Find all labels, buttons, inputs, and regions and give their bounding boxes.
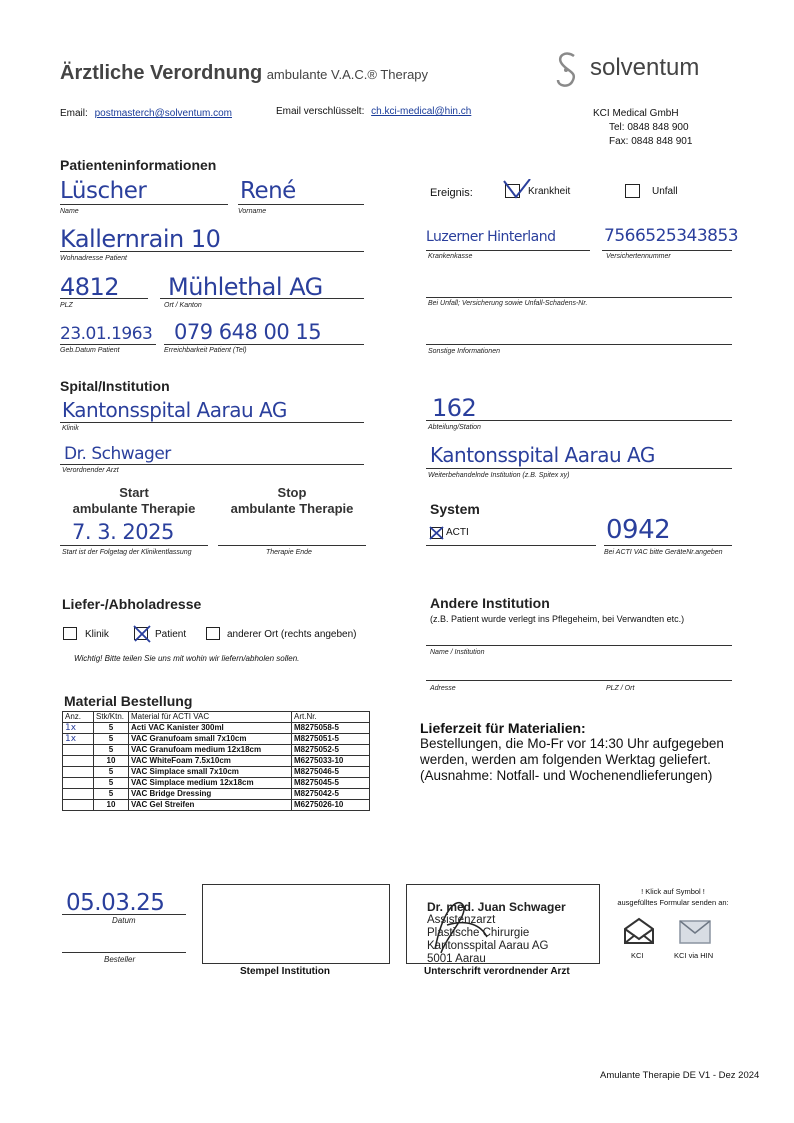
ereignis-label: Ereignis: — [430, 187, 473, 199]
row-material: VAC Simplace medium 12x18cm — [129, 778, 292, 789]
lieferung-anderer-ort-checkbox[interactable] — [206, 627, 220, 640]
table-row — [63, 745, 370, 756]
row-stk-ktn: 5 — [94, 745, 129, 756]
patient-name-label: Name — [60, 208, 79, 215]
stamp-line-3: Plastische Chirurgie — [427, 927, 530, 939]
patient-plz-value: 4812 — [60, 273, 120, 301]
send-kci-button[interactable] — [622, 917, 656, 943]
lieferzeit-line-3: (Ausnahme: Notfall- und Wochenendlieferungen) — [420, 768, 713, 783]
lieferzeit-title: Lieferzeit für Materialien: — [420, 720, 586, 736]
abteilung-value: 162 — [432, 394, 477, 422]
lieferung-patient-label: Patient — [155, 629, 187, 640]
patient-plz-label: PLZ — [60, 302, 73, 309]
row-stk-ktn: 5 — [94, 767, 129, 778]
row-artnr: M8275058-5 — [292, 723, 370, 734]
patient-phone-label: Erreichbarkeit Patient (Tel) — [164, 347, 247, 354]
row-material: VAC WhiteFoam 7.5x10cm — [129, 756, 292, 767]
plz-ort-label: PLZ / Ort — [606, 685, 635, 692]
company-fax: Fax: 0848 848 901 — [609, 136, 693, 147]
stop-therapy-title — [218, 485, 366, 517]
start-therapy-title — [60, 485, 208, 517]
material-table-header — [63, 712, 370, 723]
email-encrypted-label: Email verschlüsselt: — [276, 106, 365, 117]
patient-dob-value: 23.01.1963 — [60, 324, 153, 344]
row-anzahl — [63, 778, 94, 789]
stamp-line-4: Kantonsspital Aarau AG — [427, 940, 549, 952]
lieferzeit-block — [420, 720, 724, 784]
patient-ort-label: Ort / Kanton — [164, 302, 202, 309]
row-anzahl: 1x — [63, 723, 94, 734]
row-anzahl — [63, 789, 94, 800]
row-stk-ktn: 10 — [94, 800, 129, 811]
row-anzahl — [63, 767, 94, 778]
row-material: VAC Bridge Dressing — [129, 789, 292, 800]
form-title — [60, 62, 428, 85]
patient-address-value: Kallernrain 10 — [60, 225, 221, 253]
col-material: Material für ACTI VAC — [129, 712, 292, 723]
form-title-main: Ärztliche Verordnung — [60, 62, 263, 84]
datum-label: Datum — [112, 916, 136, 925]
row-material: VAC Granufoam small 7x10cm — [129, 734, 292, 745]
section-material-bestellung: Material Bestellung — [64, 693, 193, 709]
company-contact — [593, 107, 692, 149]
row-material: VAC Simplace small 7x10cm — [129, 767, 292, 778]
start-title-2: ambulante Therapie — [72, 501, 196, 516]
weiterbehandelnde-value: Kantonsspital Aarau AG — [430, 443, 655, 467]
row-artnr: M8275042-5 — [292, 789, 370, 800]
company-tel: Tel: 0848 848 900 — [609, 122, 689, 133]
cross-mark-icon — [132, 624, 154, 644]
abteilung-label: Abteilung/Station — [428, 424, 481, 431]
table-row — [63, 800, 370, 811]
stop-title-1: Stop — [277, 485, 307, 500]
row-stk-ktn: 5 — [94, 778, 129, 789]
col-anzahl: Anz. — [63, 712, 94, 723]
adresse-label: Adresse — [430, 685, 456, 692]
row-artnr: M8275051-5 — [292, 734, 370, 745]
send-kci-label: KCI — [631, 951, 644, 960]
unfall-checkbox[interactable] — [625, 184, 640, 198]
row-artnr: M6275026-10 — [292, 800, 370, 811]
row-stk-ktn: 5 — [94, 789, 129, 800]
patient-phone-value: 079 648 00 15 — [174, 320, 322, 344]
form-version: Amulante Therapie DE V1 - Dez 2024 — [600, 1070, 760, 1081]
krankenkasse-label: Krankenkasse — [428, 253, 473, 260]
sonstige-informationen-label: Sonstige Informationen — [428, 348, 500, 355]
row-material: Acti VAC Kanister 300ml — [129, 723, 292, 734]
form-title-sub: ambulante V.A.C.® Therapy — [266, 67, 429, 82]
stempel-label: Stempel Institution — [240, 966, 330, 977]
company-name: KCI Medical GmbH — [593, 108, 679, 119]
table-row — [63, 756, 370, 767]
row-anzahl: 1x — [63, 734, 94, 745]
section-andere-institution: Andere Institution — [430, 595, 550, 611]
start-date-value: 7. 3. 2025 — [72, 520, 174, 544]
unfall-label: Unfall — [652, 186, 678, 197]
envelope-hin-icon — [678, 917, 712, 945]
verordnender-arzt-value: Dr. Schwager — [64, 444, 171, 464]
row-artnr: M8275052-5 — [292, 745, 370, 756]
table-row — [63, 778, 370, 789]
stop-title-2: ambulante Therapie — [230, 501, 354, 516]
stop-date-label: Therapie Ende — [266, 549, 312, 556]
krankheit-label: Krankheit — [528, 186, 571, 197]
unfall-versicherung-label: Bei Unfall; Versicherung sowie Unfall-Schadens-Nr. — [428, 300, 588, 307]
envelope-icon — [622, 917, 656, 945]
krankenkasse-value: Luzerner Hinterland — [426, 229, 556, 245]
versichertennummer-label: Versichertennummer — [606, 253, 671, 260]
row-material: VAC Gel Streifen — [129, 800, 292, 811]
email-label: Email: — [60, 108, 88, 119]
patient-vorname-value: René — [240, 178, 296, 204]
lieferung-anderer-ort-label: anderer Ort (rechts angeben) — [227, 629, 357, 640]
email-row — [60, 108, 232, 119]
row-artnr: M8275046-5 — [292, 767, 370, 778]
row-anzahl — [63, 745, 94, 756]
stamp-line-2: Assistenzarzt — [427, 914, 496, 926]
row-artnr: M6275033-10 — [292, 756, 370, 767]
email-link[interactable]: postmasterch@solventum.com — [94, 108, 232, 119]
lieferung-patient-checkbox[interactable] — [134, 627, 148, 640]
stamp-line-1: Dr. med. Juan Schwager — [427, 900, 566, 914]
send-line-1: ! Klick auf Symbol ! — [641, 887, 705, 896]
krankheit-checkbox[interactable] — [505, 184, 520, 198]
table-row — [63, 723, 370, 734]
table-row — [63, 789, 370, 800]
start-date-label: Start ist der Folgetag der Klinikentlassung — [62, 549, 192, 556]
signature-label: Unterschrift verordnender Arzt — [424, 966, 570, 977]
weiterbehandelnde-label: Weiterbehandelnde Institution (z.B. Spitex xy) — [428, 472, 570, 479]
patient-address-label: Wohnadresse Patient — [60, 255, 127, 262]
row-anzahl — [63, 800, 94, 811]
lieferung-klinik-label: Klinik — [85, 629, 109, 640]
versichertennummer-value: 7566525343853 — [604, 226, 739, 246]
klinik-value: Kantonsspital Aarau AG — [62, 398, 287, 422]
brand-logo — [552, 50, 732, 90]
stamp-line-5: 5001 Aarau — [427, 953, 486, 964]
row-artnr: M8275045-5 — [292, 778, 370, 789]
order-date-value: 05.03.25 — [66, 890, 165, 916]
send-kci-hin-label: KCI via HIN — [674, 951, 714, 960]
send-instructions — [610, 886, 736, 908]
signature-box — [406, 884, 600, 964]
patient-vorname-label: Vorname — [238, 208, 267, 215]
verordnender-arzt-label: Verordnender Arzt — [62, 467, 119, 474]
andere-institution-note: (z.B. Patient wurde verlegt ins Pflegeheim, bei Verwandten etc.) — [430, 614, 685, 624]
col-stk-ktn: Stk/Ktn. — [94, 712, 129, 723]
solventum-logo-icon — [552, 50, 582, 90]
lieferung-klinik-checkbox[interactable] — [63, 627, 77, 640]
table-row — [63, 734, 370, 745]
section-liefer-abholadresse: Liefer-/Abholadresse — [62, 596, 202, 612]
patient-name-value: Lüscher — [60, 178, 147, 204]
col-artnr: Art.Nr. — [292, 712, 370, 723]
cross-mark-icon — [429, 526, 445, 541]
acti-label: ACTI — [446, 527, 469, 538]
email-encrypted-link[interactable]: ch.kci-medical@hin.ch — [371, 106, 472, 117]
material-table — [62, 711, 370, 811]
device-number-value: 0942 — [606, 515, 671, 545]
start-title-1: Start — [119, 485, 149, 500]
row-stk-ktn: 10 — [94, 756, 129, 767]
email-encrypted-row — [276, 106, 471, 117]
section-system: System — [430, 501, 480, 517]
acti-checkbox[interactable] — [430, 527, 443, 539]
send-line-2: ausgefülltes Formular senden an: — [617, 898, 729, 907]
stempel-box — [202, 884, 390, 964]
device-number-label: Bei ACTI VAC bitte GeräteNr.angeben — [604, 549, 723, 556]
section-spital-institution: Spital/Institution — [60, 378, 170, 394]
lieferzeit-line-1: Bestellungen, die Mo-Fr vor 14:30 Uhr aufgegeben — [420, 736, 724, 751]
klinik-label: Klinik — [62, 425, 79, 432]
delivery-note: Wichtig! Bitte teilen Sie uns mit wohin wir liefern/abholen sollen. — [74, 654, 300, 663]
lieferzeit-line-2: werden, werden am folgenden Werktag geliefert. — [420, 752, 711, 767]
row-stk-ktn: 5 — [94, 723, 129, 734]
doctor-signature-icon — [417, 889, 537, 961]
patient-ort-value: Mühlethal AG — [168, 273, 323, 301]
section-patienteninformationen: Patienteninformationen — [60, 157, 217, 173]
row-anzahl — [63, 756, 94, 767]
brand-name: solventum — [590, 54, 700, 81]
patient-dob-label: Geb.Datum Patient — [60, 347, 120, 354]
table-row — [63, 767, 370, 778]
row-stk-ktn: 5 — [94, 734, 129, 745]
send-kci-hin-button[interactable] — [678, 917, 712, 943]
besteller-label: Besteller — [104, 955, 136, 964]
name-institution-label: Name / Institution — [430, 649, 485, 656]
row-material: VAC Granufoam medium 12x18cm — [129, 745, 292, 756]
